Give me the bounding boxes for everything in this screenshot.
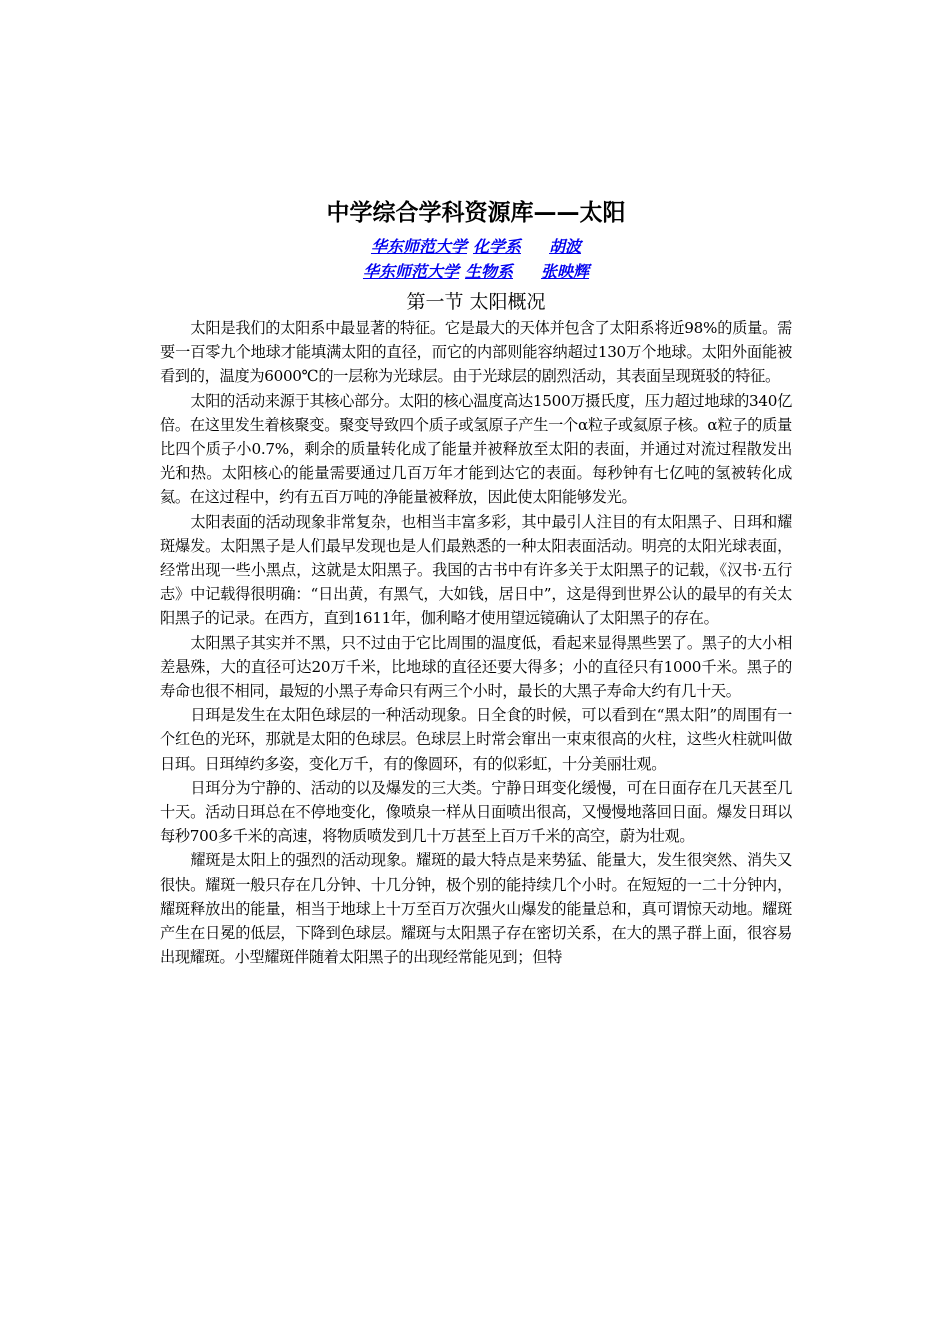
paragraph-4: 太阳黑子其实并不黑，只不过由于它比周围的温度低，看起来显得黑些罢了。黑子的大小相差悬殊，大的直径可达20万千米，比地球的直径还要大得多；小的直径只有1000千米。黑子的寿命也很不相同，最短的小黑子寿命只有两三个小时，最长的大黑子寿命大约有几十天。 xyxy=(160,633,792,701)
document-title: 中学综合学科资源库——太阳 xyxy=(326,200,626,226)
paragraph-2: 太阳的活动来源于其核心部分。太阳的核心温度高达1500万摄氏度，压力超过地球的340亿倍。在这里发生着核聚变。聚变导致四个质子或氢原子产生一个α粒子或氦原子核。α粒子的质量比四个质子小0.7%，剩余的质量转化成了能量并被释放至太阳的表面，并通过对流过程散发出光和热。太阳核心的能量需要通过几百万年才能到达它的表面。每秒钟有七亿吨的氢被转化成氦。在这过程中，约有五百万吨的净能量被释放，因此使太阳能够发光。 xyxy=(160,391,792,507)
paragraph-1: 太阳是我们的太阳系中最显著的特征。它是最大的天体并包含了太阳系将近98%的质量。需要一百零九个地球才能填满太阳的直径，而它的内部则能容纳超过130万个地球。太阳外面能被看到的，温度为6000℃的一层称为光球层。由于光球层的剧烈活动，其表面呈现斑驳的特征。 xyxy=(160,319,792,386)
author-2-university-link[interactable]: 华东师范大学 xyxy=(362,262,459,281)
paragraph-5: 日珥是发生在太阳色球层的一种活动现象。日全食的时候，可以看到在“黑太阳”的周围有一个红色的光环，那就是太阳的色球层。色球层上时常会窜出一束束很高的火柱，这些火柱就叫做日珥。日珥绰约多姿，变化万千，有的像圆环，有的似彩虹，十分美丽壮观。 xyxy=(160,706,792,773)
document-page xyxy=(160,196,792,969)
author-block xyxy=(160,234,792,284)
section-title: 第一节 太阳概况 xyxy=(406,291,546,313)
author-line-2 xyxy=(160,259,792,284)
author-1-department-link[interactable]: 化学系 xyxy=(472,237,521,256)
paragraph-6: 日珥分为宁静的、活动的以及爆发的三大类。宁静日珥变化缓慢，可在日面存在几天甚至几十天。活动日珥总在不停地变化，像喷泉一样从日面喷出很高，又慢慢地落回日面。爆发日珥以每秒700多千米的高速，将物质喷发到几十万甚至上百万千米的高空，蔚为壮观。 xyxy=(160,778,792,846)
author-2-name-link[interactable]: 张映辉 xyxy=(541,262,590,281)
author-line-1 xyxy=(160,234,792,259)
author-2-department-link[interactable]: 生物系 xyxy=(464,262,513,281)
paragraph-7: 耀斑是太阳上的强烈的活动现象。耀斑的最大特点是来势猛、能量大，发生很突然、消失又很快。耀斑一般只存在几分钟、十几分钟，极个别的能持续几个小时。在短短的一二十分钟内，耀斑释放出的能量，相当于地球上十万至百万次强火山爆发的能量总和，真可谓惊天动地。耀斑产生在日冕的低层，下降到色球层。耀斑与太阳黑子存在密切关系，在大的黑子群上面，很容易出现耀斑。小型耀斑伴随着太阳黑子的出现经常能见到；但特 xyxy=(160,851,792,967)
author-1-name-link[interactable]: 胡波 xyxy=(549,237,582,256)
paragraph-3: 太阳表面的活动现象非常复杂，也相当丰富多彩，其中最引人注目的有太阳黑子、日珥和耀斑爆发。太阳黑子是人们最早发现也是人们最熟悉的一种太阳表面活动。明亮的太阳光球表面，经常出现一些小黑点，这就是太阳黑子。我国的古书中有许多关于太阳黑子的记载，《汉书·五行志》中记载得很明确：“日出黄，有黑气，大如钱，居日中”，这是得到世界公认的最早的有关太阳黑子的记录。在西方，直到1611年，伽利略才使用望远镜确认了太阳黑子的存在。 xyxy=(160,512,792,628)
author-1-university-link[interactable]: 华东师范大学 xyxy=(370,237,467,256)
